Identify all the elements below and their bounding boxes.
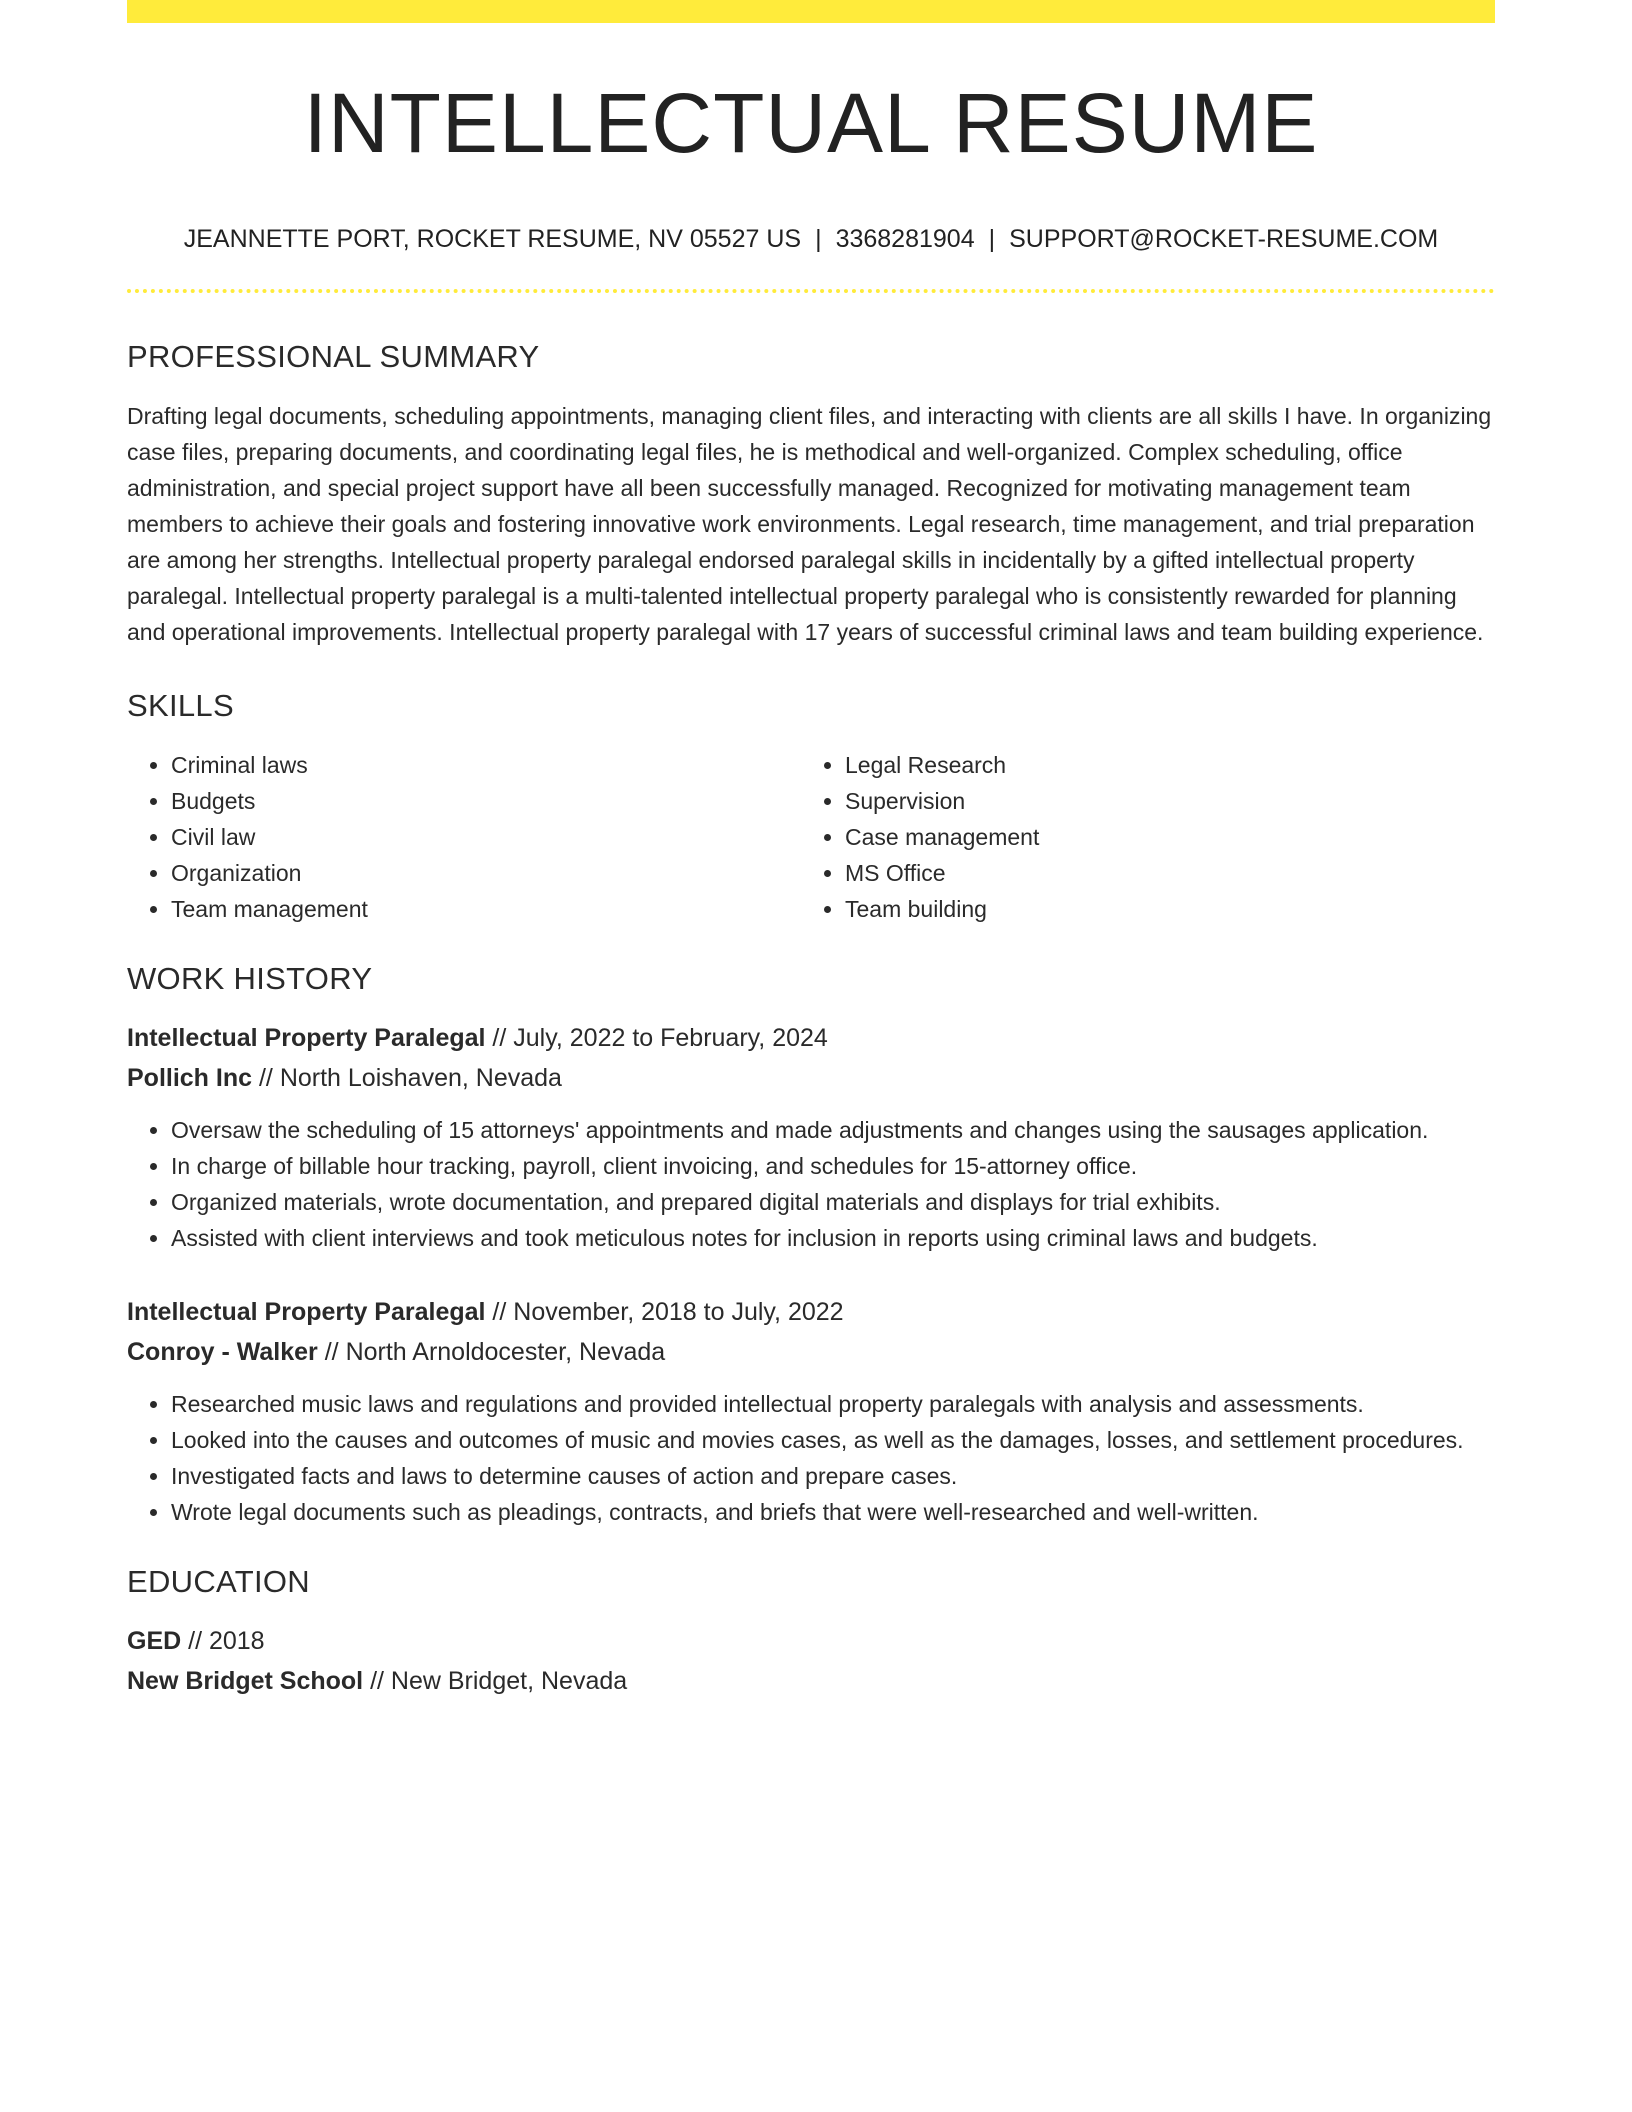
skill-item: • Team management (171, 891, 801, 927)
job-bullet: • Investigated facts and laws to determine causes of action and prepare cases. (171, 1458, 1495, 1494)
job-bullet: • Wrote legal documents such as pleadings, contracts, and briefs that were well-researched and well-written. (171, 1494, 1495, 1530)
skill-item: • Team building (845, 891, 1475, 927)
job-bullets (127, 1112, 1495, 1256)
job-entry (127, 1018, 1495, 1256)
job-bullet: • Looked into the causes and outcomes of music and movies cases, as well as the damages, losses, and settlement procedures. (171, 1422, 1495, 1458)
accent-bar (127, 0, 1495, 23)
job-bullet: • Organized materials, wrote documentation, and prepared digital materials and displays for trial exhibits. (171, 1184, 1495, 1220)
job-company: Pollich Inc (127, 1064, 253, 1092)
job-bullet: • Oversaw the scheduling of 15 attorneys' appointments and made adjustments and changes using the sausages application. (171, 1112, 1495, 1148)
education-entry (127, 1621, 1495, 1701)
education-school: New Bridget School (127, 1667, 364, 1695)
contact-line (127, 227, 1495, 252)
resume-page (127, 0, 1495, 1701)
contact-separator: | (988, 225, 996, 253)
education-heading: EDUCATION (127, 1564, 310, 1599)
contact-email: SUPPORT@ROCKET-RESUME.COM (1009, 225, 1439, 253)
work-history-heading: WORK HISTORY (127, 961, 373, 996)
job-company-line (127, 1058, 1495, 1098)
summary-text: Drafting legal documents, scheduling appointments, managing client files, and interacting with clients are all skills I have. In organizing case files, preparing documents, and coordinating legal files, he is methodical and well-organized. Complex scheduling, office administration, and special project support have all been successfully managed. Recognized for motivating management team members to achieve their goals and fostering innovative work environments. Legal research, time management, and trial preparation are among her strengths. Intellectual property paralegal endorsed paralegal skills in incidentally by a gifted intellectual property paralegal. Intellectual property paralegal is a multi-talented intellectual property paralegal who is consistently rewarded for planning and operational improvements. Intellectual property paralegal with 17 years of successful criminal laws and team building experience. (127, 403, 1492, 645)
job-company-line (127, 1332, 1495, 1372)
skill-item: • Budgets (171, 783, 801, 819)
contact-address: JEANNETTE PORT, ROCKET RESUME, NV 05527 US (183, 225, 802, 253)
job-role: Intellectual Property Paralegal (127, 1298, 486, 1326)
dotted-divider (127, 289, 1495, 293)
job-bullets (127, 1386, 1495, 1530)
contact-phone: 3368281904 (835, 225, 975, 253)
skill-item: • MS Office (845, 855, 1475, 891)
skill-item: • Legal Research (845, 747, 1475, 783)
education-school-line (127, 1661, 1495, 1701)
job-entry (127, 1292, 1495, 1530)
job-bullet: • Assisted with client interviews and took meticulous notes for inclusion in reports using criminal laws and budgets. (171, 1220, 1495, 1256)
education-year: // 2018 (181, 1627, 265, 1655)
job-role: Intellectual Property Paralegal (127, 1024, 486, 1052)
job-bullet: • Researched music laws and regulations and provided intellectual property paralegals with analysis and assessments. (171, 1386, 1495, 1422)
skills-column-left (127, 747, 801, 927)
skill-item: • Supervision (845, 783, 1475, 819)
job-title-line (127, 1018, 1495, 1058)
skill-item: • Criminal laws (171, 747, 801, 783)
skill-item: • Case management (845, 819, 1475, 855)
job-location: // North Arnoldocester, Nevada (317, 1338, 666, 1366)
resume-title: INTELLECTUAL RESUME (303, 76, 1319, 170)
education-degree-line (127, 1621, 1495, 1661)
education-degree: GED (127, 1627, 182, 1655)
education-location: // New Bridget, Nevada (363, 1667, 628, 1695)
job-dates: // November, 2018 to July, 2022 (485, 1298, 844, 1326)
skill-item: • Organization (171, 855, 801, 891)
contact-separator: | (815, 225, 822, 253)
job-bullet: • In charge of billable hour tracking, payroll, client invoicing, and schedules for 15-attorney office. (171, 1148, 1495, 1184)
skill-item: • Civil law (171, 819, 801, 855)
skills-column-right (801, 747, 1475, 927)
job-company: Conroy - Walker (127, 1338, 318, 1366)
skills-heading: SKILLS (127, 688, 234, 723)
job-title-line (127, 1292, 1495, 1332)
job-dates: // July, 2022 to February, 2024 (485, 1024, 828, 1052)
job-location: // North Loishaven, Nevada (252, 1064, 562, 1092)
skills-list (127, 747, 1495, 927)
summary-heading: PROFESSIONAL SUMMARY (127, 339, 540, 374)
